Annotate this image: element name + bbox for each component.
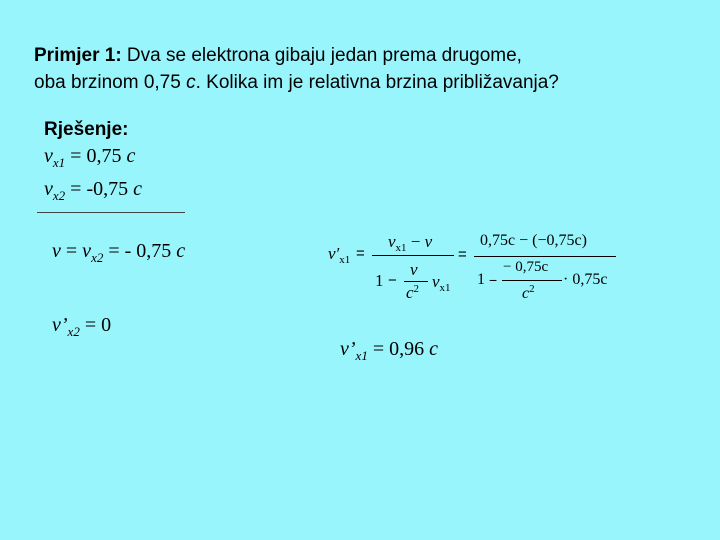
problem-label: Primjer 1:: [34, 45, 122, 66]
equation-vx2: [44, 178, 142, 204]
problem-text-2a: oba brzinom 0,75: [34, 72, 187, 93]
vprime-x2-value: = 0: [79, 314, 112, 336]
formula-den1-frac-numerator: v: [410, 260, 418, 279]
equation-v: [52, 240, 185, 266]
equation-vx1: [44, 145, 135, 171]
problem-line-1: [34, 42, 559, 69]
formula-den1-minus: −: [388, 272, 397, 289]
v-value: = - 0,75: [103, 240, 177, 262]
formula-numerator-1: $v_{x1} - v$: [388, 232, 433, 254]
formula-den2-frac-numerator: − 0,75c: [503, 259, 549, 275]
vprime-x1-subscript: x1: [355, 348, 368, 363]
equation-vprime-x1: [340, 338, 438, 364]
vx2-value: = -0,75: [65, 178, 134, 200]
v-symbol: v: [52, 240, 61, 262]
formula-den2-tail: · 0,75c: [563, 271, 608, 288]
formula-den2-minus: −: [489, 272, 498, 288]
problem-c-symbol: c: [186, 72, 196, 93]
formula-den1-frac-denominator: $c^2$: [406, 283, 420, 302]
formula-numerator-2: 0,75c − (−0,75c): [480, 232, 587, 249]
vx1-symbol: v: [44, 145, 53, 167]
formula-den1-v: $v_{x1}$: [432, 272, 451, 294]
vx1-unit: c: [126, 145, 136, 167]
vprime-x1-unit: c: [429, 338, 438, 360]
problem-line-2: [34, 69, 559, 96]
equation-vprime-x2: [52, 314, 111, 340]
formula-fraction-bar-2: [474, 256, 616, 257]
vprime-x2-subscript: x2: [67, 324, 80, 339]
solution-heading: Rješenje:: [44, 119, 129, 140]
vx2-subscript: x2: [52, 188, 66, 203]
vx2-unit: c: [133, 178, 143, 200]
problem-text-1: Dva se elektrona gibaju jedan prema drugome,: [121, 45, 522, 66]
vx2-symbol: v: [44, 178, 53, 200]
vx1-value: = 0,75: [65, 145, 127, 167]
vprime-x1-value: = 0,96: [367, 338, 430, 360]
problem-statement: [34, 42, 559, 96]
formula-equals-2: =: [458, 246, 467, 263]
vprime-x2-symbol: v’: [52, 314, 68, 336]
formula-equals-1: =: [356, 245, 365, 262]
problem-text-2b: . Kolika im je relativna brzina približavanja?: [195, 72, 559, 93]
vx1-subscript: x1: [52, 155, 66, 170]
formula-den2-one: 1: [477, 271, 485, 288]
formula-den2-frac-denominator: $c^2$: [522, 283, 535, 302]
vprime-x1-symbol: v’: [340, 338, 356, 360]
formula-lhs: $v'_{x1}$: [328, 244, 351, 266]
formula-small-bar-1: [404, 281, 428, 282]
v-vx2-subscript: x2: [91, 250, 104, 265]
formula-fraction-bar-1: [372, 255, 454, 256]
formula-den1-one: 1: [375, 271, 384, 290]
formula-small-bar-2: [502, 280, 562, 281]
divider-line: [37, 212, 185, 213]
v-equals: =: [60, 240, 83, 262]
v-unit: c: [176, 240, 186, 262]
v-vx2-symbol: v: [82, 240, 92, 262]
